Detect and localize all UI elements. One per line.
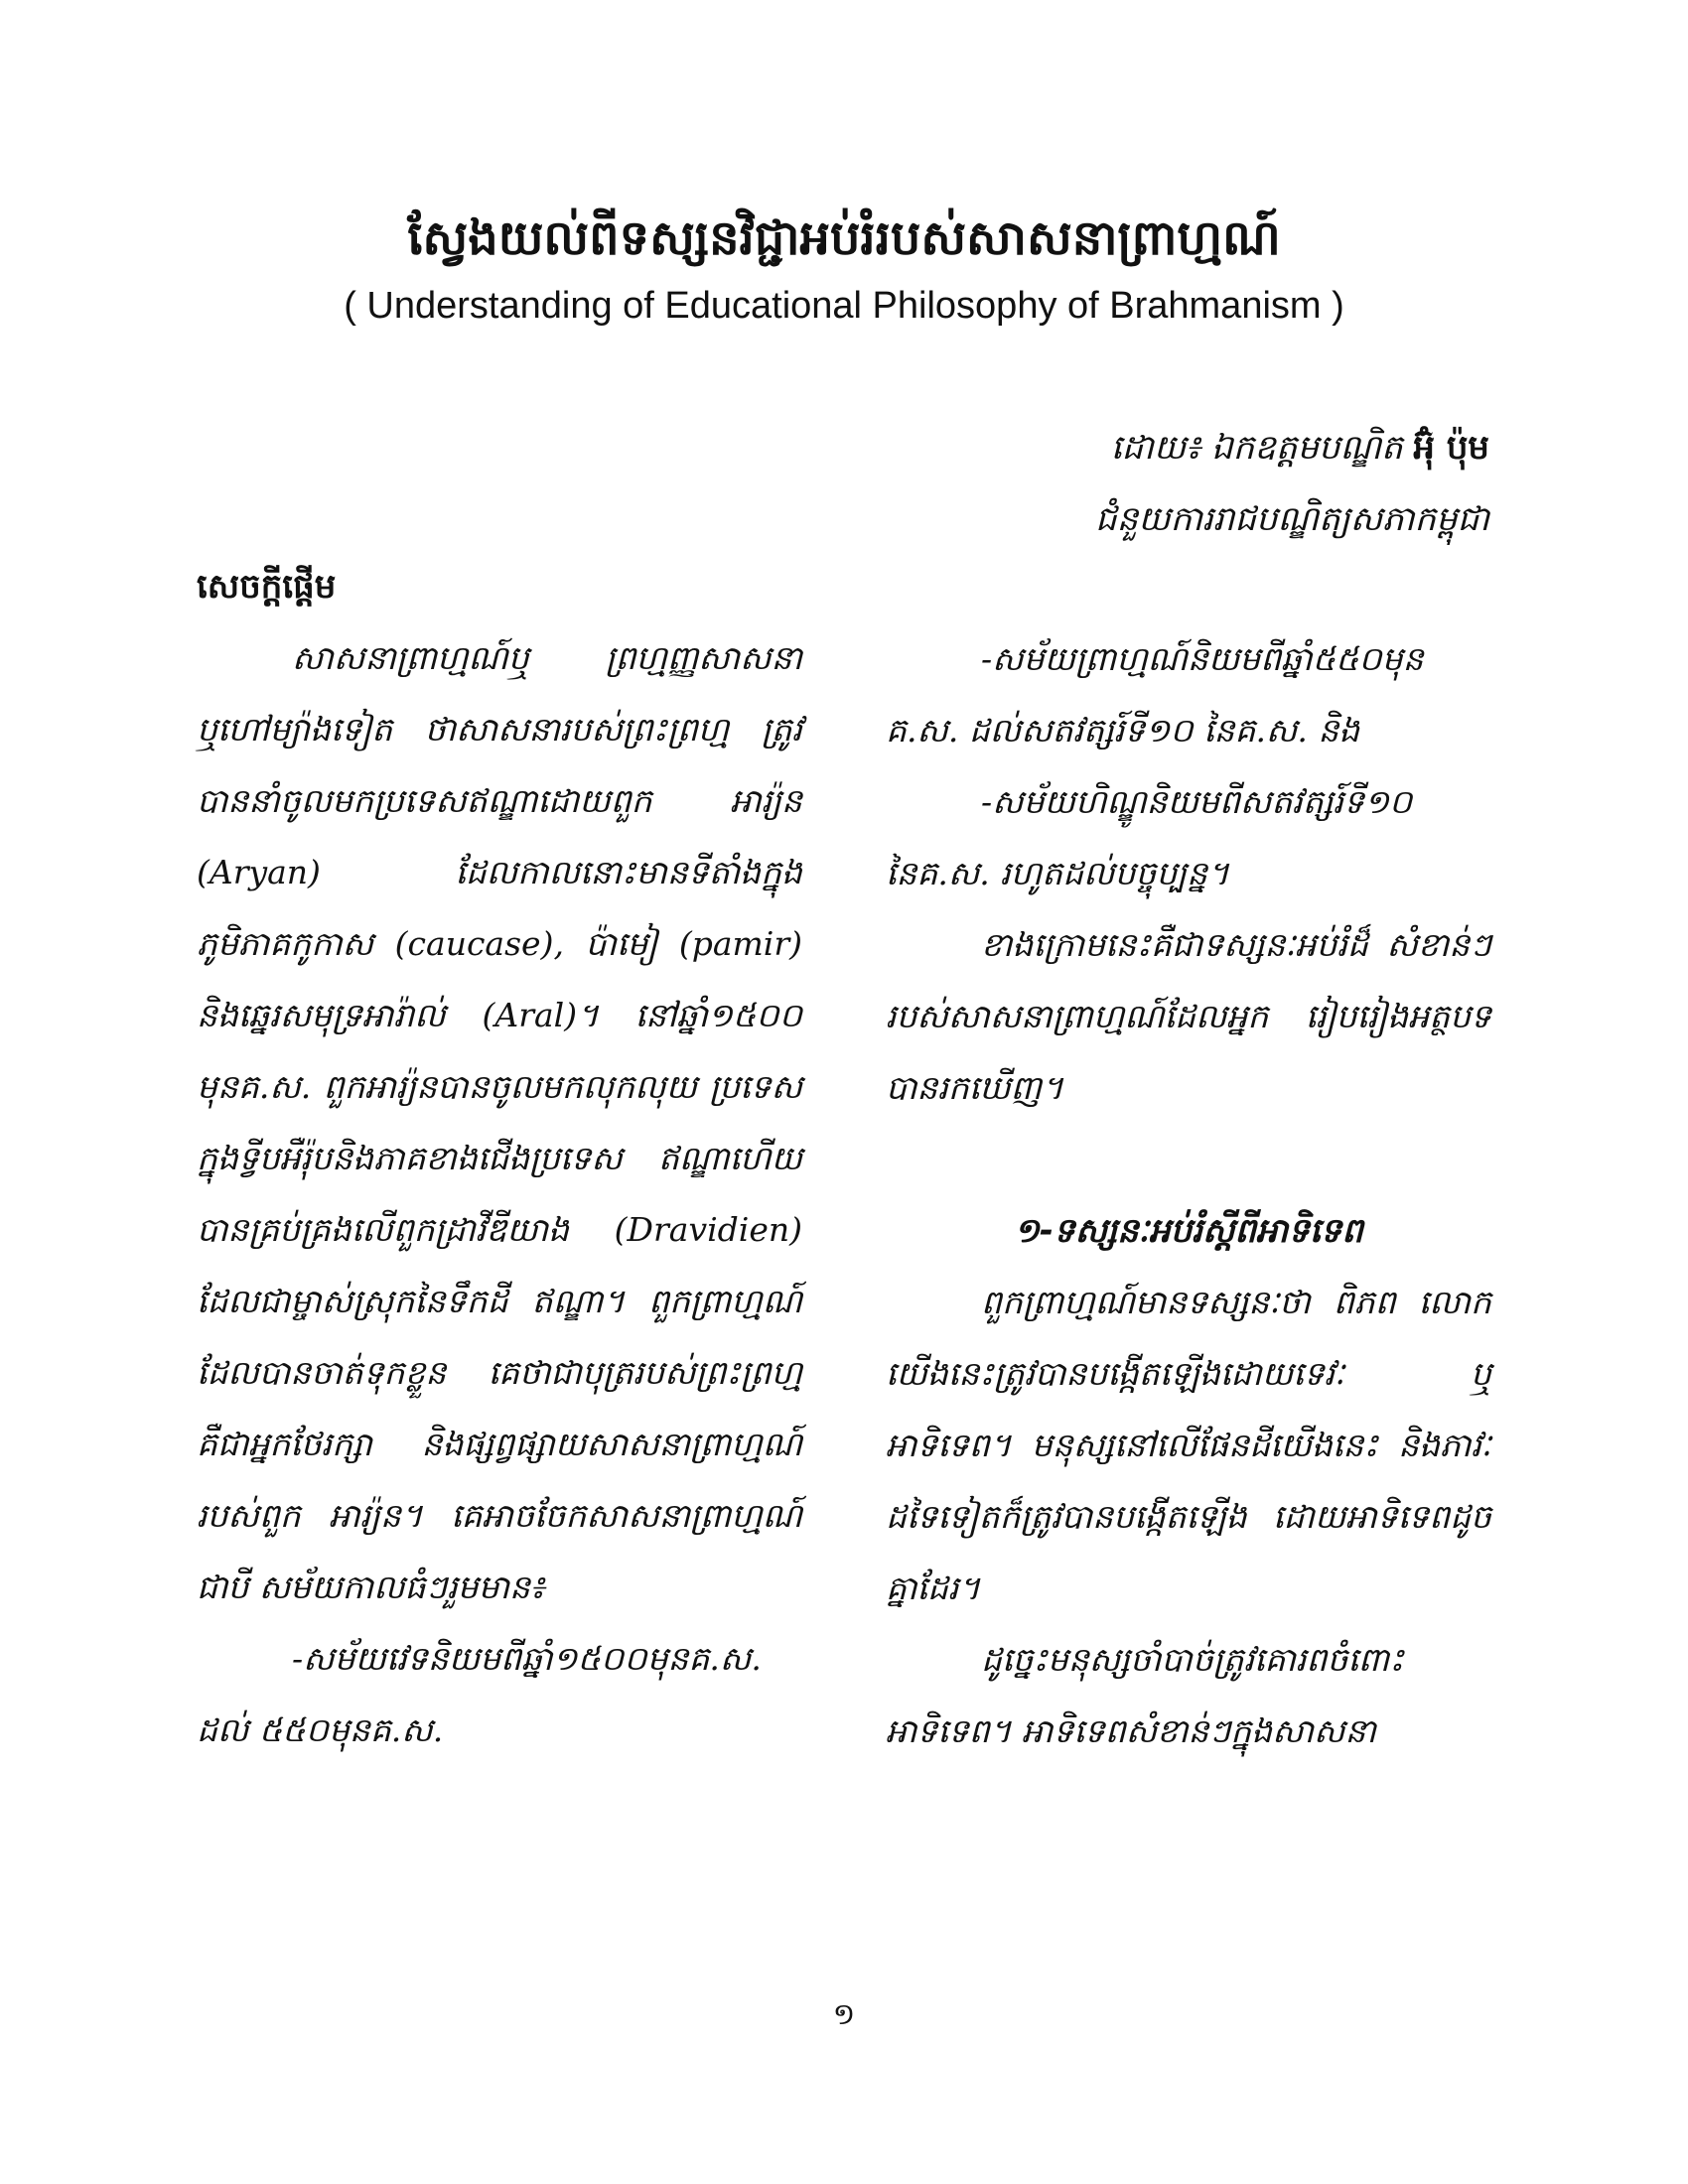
author-block <box>1095 412 1489 555</box>
page-subtitle: ( Understanding of Educational Philosophy of Brahmanism ) <box>344 285 1344 327</box>
vedic-period-paragraph: -សម័យវេទនិយមពីឆ្នាំ១៥០០មុនគ.ស. ដល់ ៥៥០មុនគ.ស. <box>197 1639 762 1749</box>
page-title: ស្វែងយល់ពីទស្សនវិជ្ជាអប់រំរបស់សាសនាព្រាហ្មណ៍ <box>407 210 1281 266</box>
section-heading-deities: ១-ទស្សនៈអប់រំស្តីពីអាទិទេព <box>1014 1211 1363 1251</box>
brahmanic-period-paragraph: -សម័យព្រាហ្មណ៍និយមពីឆ្នាំ៥៥០មុន គ.ស. ដល់សតវត្សរ៍ទី១០ នៃគ.ស. និង <box>886 639 1424 750</box>
author-line <box>1095 412 1489 483</box>
deities-paragraph-1: ពួកព្រាហ្មណ៍មានទស្សនៈថា ពិភព លោកយើងនេះត្រូវបានបង្កើតឡើងដោយទេវៈ ឬអាទិទេព។ មនុស្សនៅលើផែនដីយើងនេះ និងភាវៈដទៃទៀតក៏ត្រូវបានបង្កើតឡើង ដោយអាទិទេពដូចគ្នាដែរ។ <box>886 1283 1491 1607</box>
deities-paragraph-2: ដូច្នេះមនុស្សចាំបាច់ត្រូវគោរពចំពោះ អាទិទេព។ អាទិទេពសំខាន់ៗក្នុងសាសនា <box>886 1640 1404 1750</box>
author-role: ជំនួយការរាជបណ្ឌិត្យសភាកម្ពុជា <box>1095 499 1489 539</box>
right-column <box>886 623 1491 1767</box>
author-name: អ៊ុំ ប៉ុម <box>1413 428 1489 468</box>
left-column <box>197 551 802 1766</box>
page-number: ១ <box>832 1997 856 2032</box>
author-prefix: ដោយ៖ ឯកឧត្តមបណ្ឌិត <box>1110 428 1403 468</box>
intro-paragraph: សាសនាព្រាហ្មណ៍ឬ ព្រហ្មញ្ញសាសនា ឬហៅម្យ៉ាងទៀត ថាសាសនារបស់ព្រះព្រហ្ម ត្រូវបាននាំចូលមកប្រទេសឥណ្ឌាដោយពួក អារ្យ៉ន (Aryan) ដែលកាលនោះមានទីតាំងក្នុង ភូមិភាគកូកាស (caucase), ប៉ាមៀ (pamir) និងឆ្នេរសមុទ្រអារ៉ាល់ (Aral)។ នៅឆ្នាំ១៥០០ មុនគ.ស. ពួកអារ្យ៉នបានចូលមកលុកលុយ ប្រទេសក្នុងទ្វីបអឺរ៉ុបនិងភាគខាងជើងប្រទេស ឥណ្ឌាហើយបានគ្រប់គ្រងលើពួកដ្រាវីឌីយាង (Dravidien) ដែលជាម្ចាស់ស្រុកនៃទឹកដី ឥណ្ឌា។ ពួកព្រាហ្មណ៍ដែលបានចាត់ទុកខ្លួន គេថាជាបុត្ររបស់ព្រះព្រហ្មគឺជាអ្នកថែរក្សា និងផ្សព្វផ្សាយសាសនាព្រាហ្មណ៍របស់ពួក អារ្យ៉ន។ គេអាចចែកសាសនាព្រាហ្មណ៍ជាបី សម័យកាលធំៗរួមមាន៖ <box>197 638 802 1606</box>
section-heading-introduction: សេចក្តីផ្តើម <box>197 567 337 607</box>
hindu-period-paragraph: -សម័យហិណ្ឌូនិយមពីសតវត្សរ៍ទី១០ នៃគ.ស. រហូតដល់បច្ចុប្បន្ន។ <box>886 782 1413 892</box>
overview-paragraph: ខាងក្រោមនេះគឺជាទស្សនៈអប់រំដ៏ សំខាន់ៗរបស់សាសនាព្រាហ្មណ៍ដែលអ្នក រៀបរៀងអត្ថបទបានរកឃើញ។ <box>886 925 1491 1107</box>
